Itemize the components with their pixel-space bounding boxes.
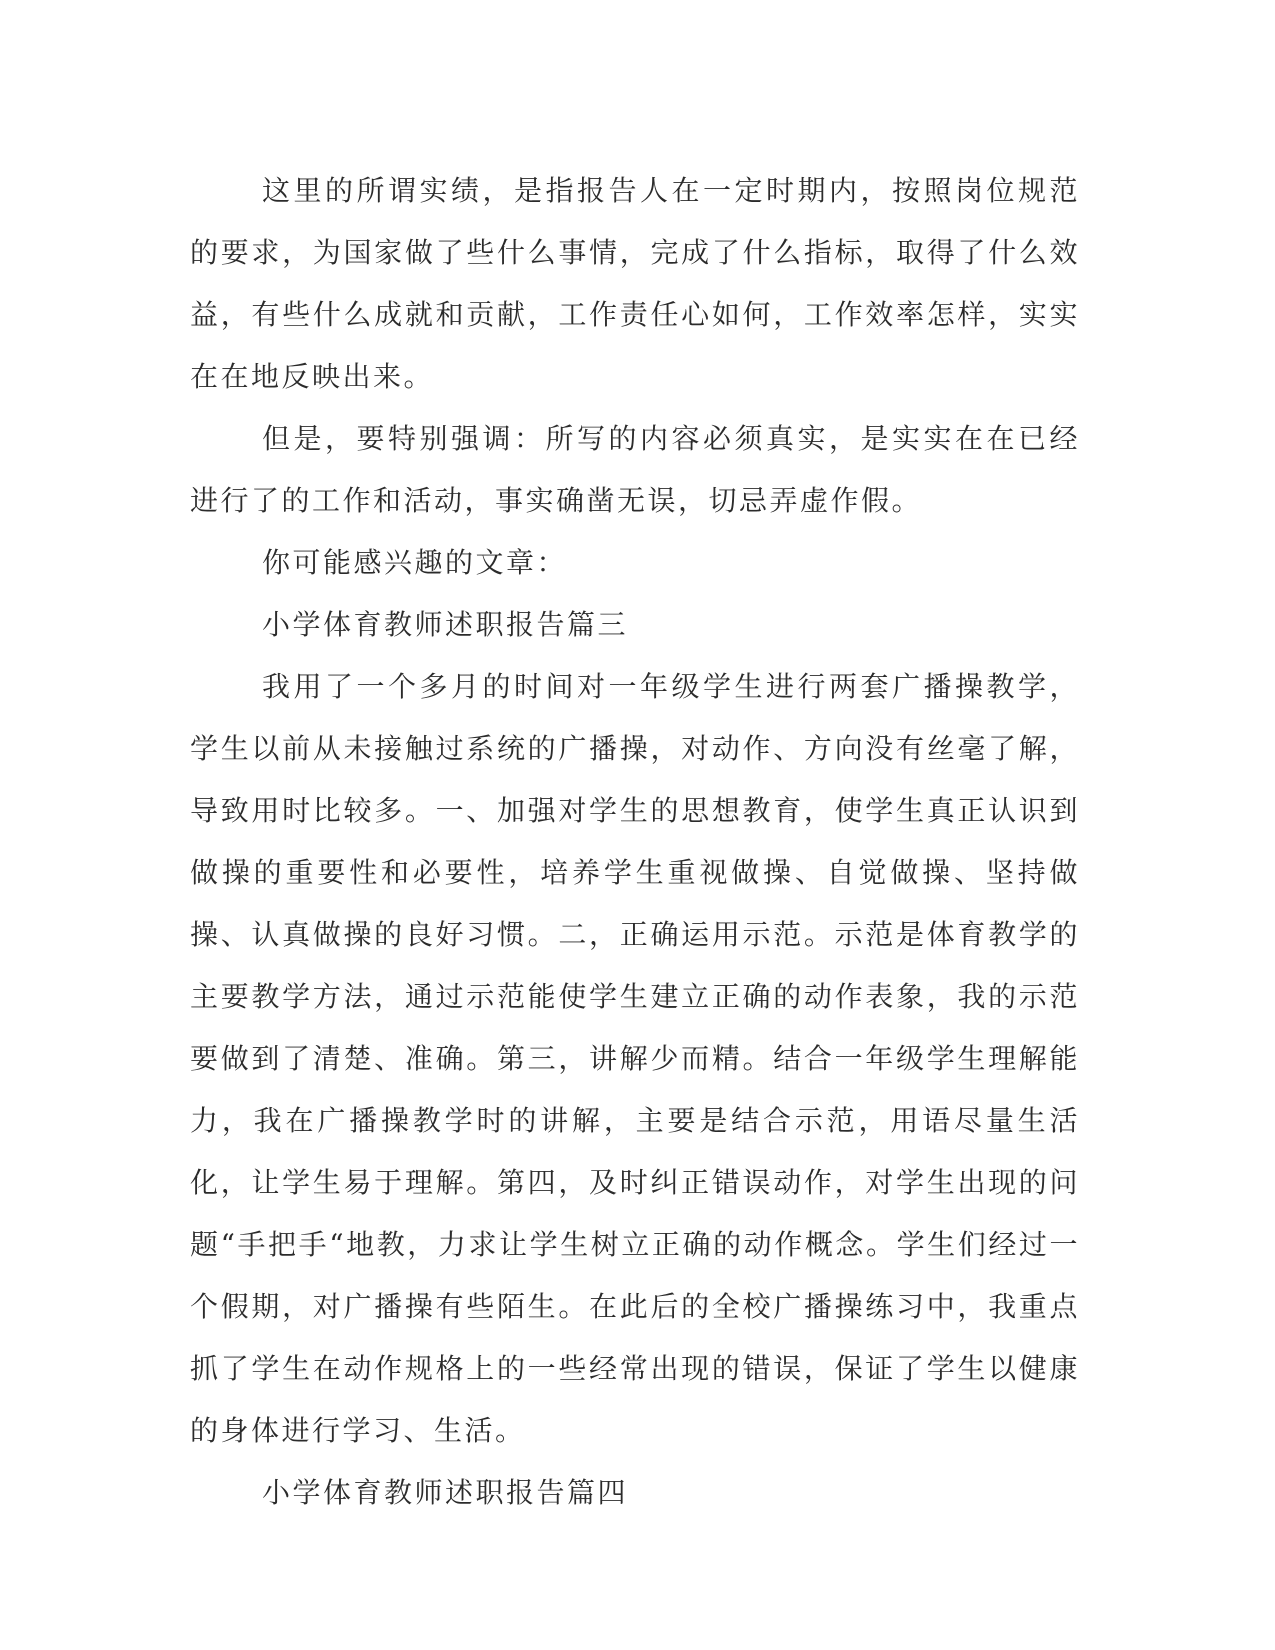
section-heading-part-three: 小学体育教师述职报告篇三 <box>262 608 629 641</box>
related-articles-label: 你可能感兴趣的文章： <box>262 546 568 579</box>
paragraph-broadcast-exercise-teaching: 我用了一个多月的时间对一年级学生进行两套广播操教学，学生以前从未接触过系统的广播操，对动作、方向没有丝毫了解，导致用时比较多。一、加强对学生的思想教育，使学生真正认识到做操的重要性和必要性，培养学生重视做操、自觉做操、坚持做操、认真做操的良好习惯。二，正确运用示范。示范是体育教学的主要教学方法，通过示范能使学生建立正确的动作表象，我的示范要做到了清楚、准确。第三，讲解少而精。结合一年级学生理解能力，我在广播操教学时的讲解，主要是结合示范，用语尽量生活化，让学生易于理解。第四，及时纠正错误动作，对学生出现的问题“手把手“地教，力求让学生树立正确的动作概念。学生们经过一个假期，对广播操有些陌生。在此后的全校广播操练习中，我重点抓了学生在动作规格上的一些经常出现的错误，保证了学生以健康的身体进行学习、生活。 <box>190 670 1080 1447</box>
paragraph-achievements-definition: 这里的所谓实绩，是指报告人在一定时期内，按照岗位规范的要求，为国家做了些什么事情，完成了什么指标，取得了什么效益，有些什么成就和贡献，工作责任心如何，工作效率怎样，实实在在地反映出来。 <box>190 174 1080 393</box>
section-heading-part-four: 小学体育教师述职报告篇四 <box>262 1476 629 1509</box>
document-body <box>190 160 1080 1524</box>
paragraph-truthfulness-emphasis: 但是，要特别强调：所写的内容必须真实，是实实在在已经进行了的工作和活动，事实确凿无误，切忌弄虚作假。 <box>190 422 1080 517</box>
